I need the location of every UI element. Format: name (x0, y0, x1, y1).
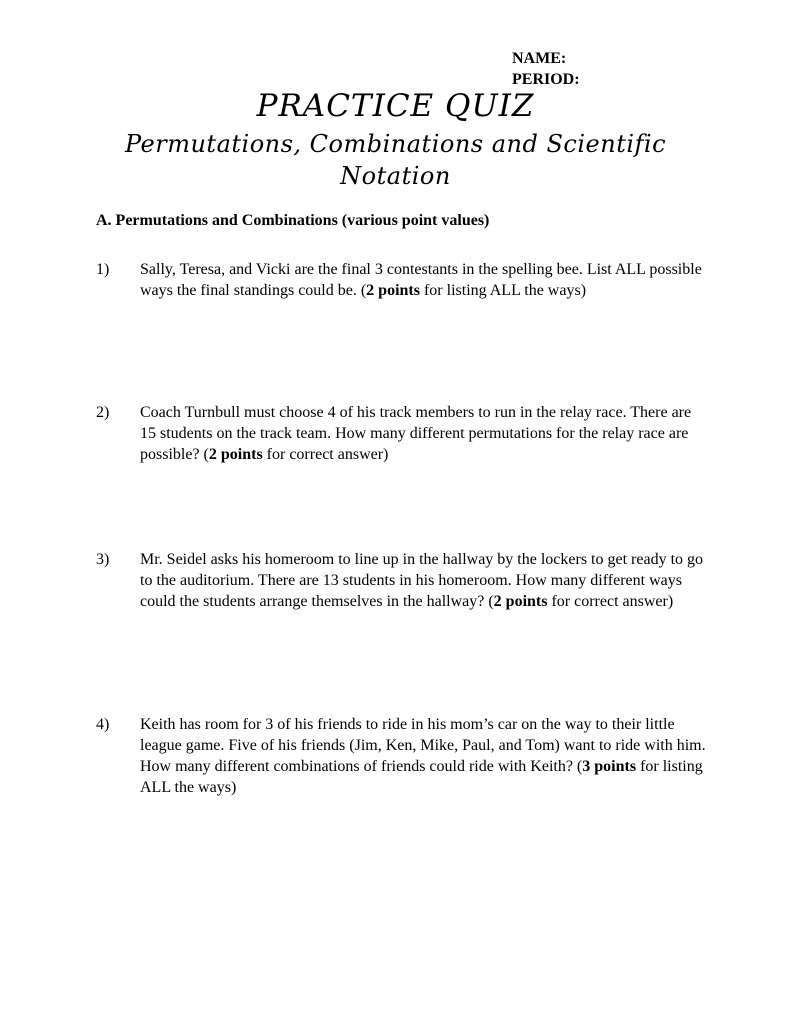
question-points: 3 points (582, 758, 637, 775)
question-number: 3) (96, 551, 110, 568)
question-text-before: Keith has room for 3 of his friends to ride in his mom’s car on the way to their little league game. Five of his friends (Jim, Ken, Mike, Paul, and Tom) want to ride with him. How many different combinations of friends could ride with Keith? ( (140, 716, 706, 775)
question-number: 1) (96, 261, 110, 278)
question-text (140, 714, 710, 798)
question-text-after: for listing ALL the ways) (419, 282, 587, 299)
question-text-before: Mr. Seidel asks his homeroom to line up in the hallway by the lockers to get ready to go to the auditorium. There are 13 students in his homeroom. How many different ways could the students arrange themselves in the hallway? ( (140, 551, 704, 610)
question-text-after: for correct answer) (262, 446, 389, 463)
question-text-after: for correct answer) (547, 593, 674, 610)
subtitle-line-2: Notation (340, 162, 451, 190)
question-text (140, 549, 710, 612)
question-points: 2 points (493, 593, 548, 610)
question-text-before: Sally, Teresa, and Vicki are the final 3 contestants in the spelling bee. List ALL possible ways the final standings could be. ( (140, 261, 702, 299)
question-number: 4) (96, 716, 110, 733)
question-text-before: Coach Turnbull must choose 4 of his track members to run in the relay race. There are 15 students on the track team. How many different permutations for the relay race are possible? ( (140, 404, 692, 463)
page-subtitle (0, 128, 791, 192)
name-label: NAME: (512, 50, 567, 67)
question-points: 2 points (208, 446, 263, 463)
page-title: PRACTICE QUIZ (256, 88, 535, 124)
question-points: 2 points (366, 282, 420, 299)
question-text-after: for listing ALL the ways) (140, 758, 703, 796)
subtitle-line-1: Permutations, Combinations and Scientific (124, 130, 667, 158)
section-heading: A. Permutations and Combinations (various point values) (96, 212, 490, 229)
question-number: 2) (96, 404, 110, 421)
question-text (140, 259, 710, 301)
question-text (140, 402, 710, 465)
period-label: PERIOD: (512, 71, 580, 88)
